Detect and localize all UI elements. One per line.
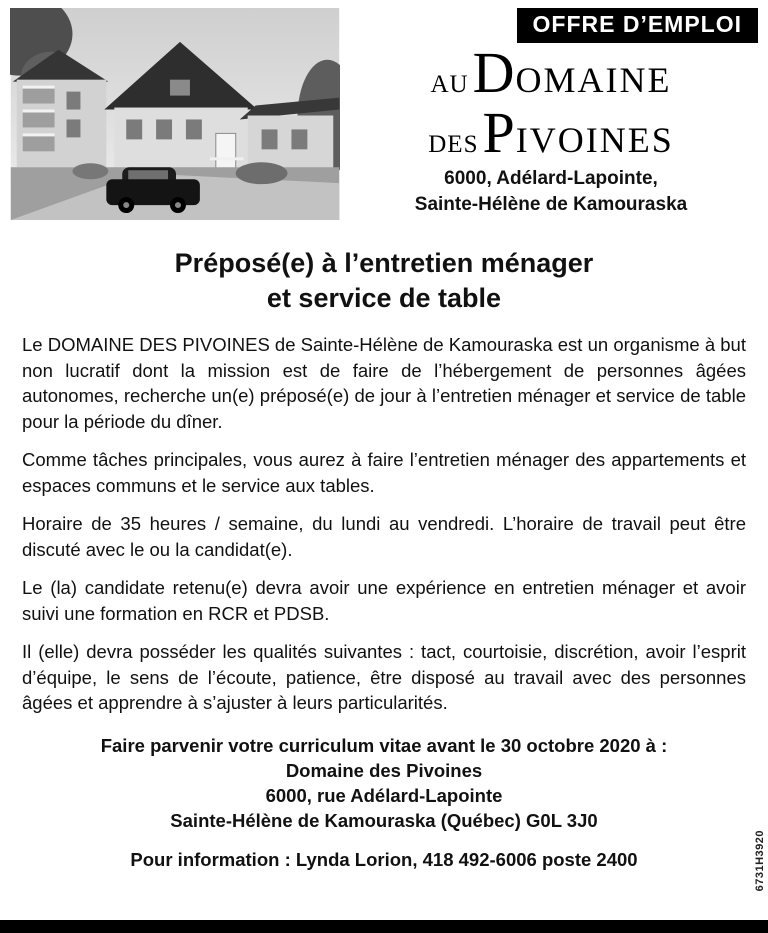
logo-domaine-rest: OMAINE xyxy=(515,60,672,100)
logo-des: DES xyxy=(428,131,479,158)
paragraph-qualities: Il (elle) devra posséder les qualités suivantes : tact, courtoisie, discrétion, avoir l’esprit d’équipe, le sens de l’écoute, patience, être disposé au travail avec des personnes âgées et apprendre à s’ajuster à leurs particularités. xyxy=(22,641,746,714)
closing-block xyxy=(22,734,746,873)
paragraph-intro: Le DOMAINE DES PIVOINES de Sainte-Hélène de Kamouraska est un organisme à but non lucratif dont la mission est de faire de l’hébergement de personnes âgées autonomes, recherche un(e) préposé(e) de jour à l’entretien ménager et service de table pour la période du dîner. xyxy=(22,334,746,432)
logo-domaine-initial: D xyxy=(472,40,516,105)
building-photo-illustration xyxy=(10,8,340,220)
print-code: 6731H3920 xyxy=(754,829,766,891)
logo-au: AU xyxy=(430,71,469,98)
logo-line-2 xyxy=(345,100,757,165)
paragraph-tasks: Comme tâches principales, vous aurez à faire l’entretien ménager des appartements et espaces communs et le service aux tables. xyxy=(22,449,746,496)
closing-street: 6000, rue Adélard-Lapointe xyxy=(265,784,503,806)
address-line-2: Sainte-Hélène de Kamouraska xyxy=(414,193,688,215)
logo xyxy=(345,40,757,165)
paragraph-schedule: Horaire de 35 heures / semaine, du lundi au vendredi. L’horaire de travail peut être discuté avec le ou la candidat(e). xyxy=(22,513,746,560)
closing-city: Sainte-Hélène de Kamouraska (Québec) G0L 3J0 xyxy=(170,809,598,831)
offer-banner xyxy=(517,8,759,43)
closing-deadline: Faire parvenir votre curriculum vitae avant le 30 octobre 2020 à : xyxy=(100,734,668,756)
contact-info: Pour information : Lynda Lorion, 418 492-6006 poste 2400 xyxy=(130,848,638,870)
closing-org: Domaine des Pivoines xyxy=(285,759,483,781)
page-title xyxy=(22,246,746,316)
ad-body xyxy=(22,246,746,873)
bottom-divider xyxy=(0,920,768,933)
logo-line-1 xyxy=(345,40,757,105)
title-line-1: Préposé(e) à l’entretien ménager xyxy=(174,248,594,278)
offer-banner-label: OFFRE D’EMPLOI xyxy=(532,11,742,37)
title-line-2: et service de table xyxy=(266,283,502,314)
building-photo xyxy=(10,8,340,220)
logo-pivoines-initial: P xyxy=(482,100,516,165)
address-block xyxy=(345,166,757,217)
address-line-1: 6000, Adélard-Lapointe, xyxy=(444,168,658,189)
logo-pivoines-rest: IVOINES xyxy=(515,120,674,160)
paragraph-requirements: Le (la) candidate retenu(e) devra avoir une expérience en entretien ménager et avoir suivi une formation en RCR et PDSB. xyxy=(22,577,746,624)
